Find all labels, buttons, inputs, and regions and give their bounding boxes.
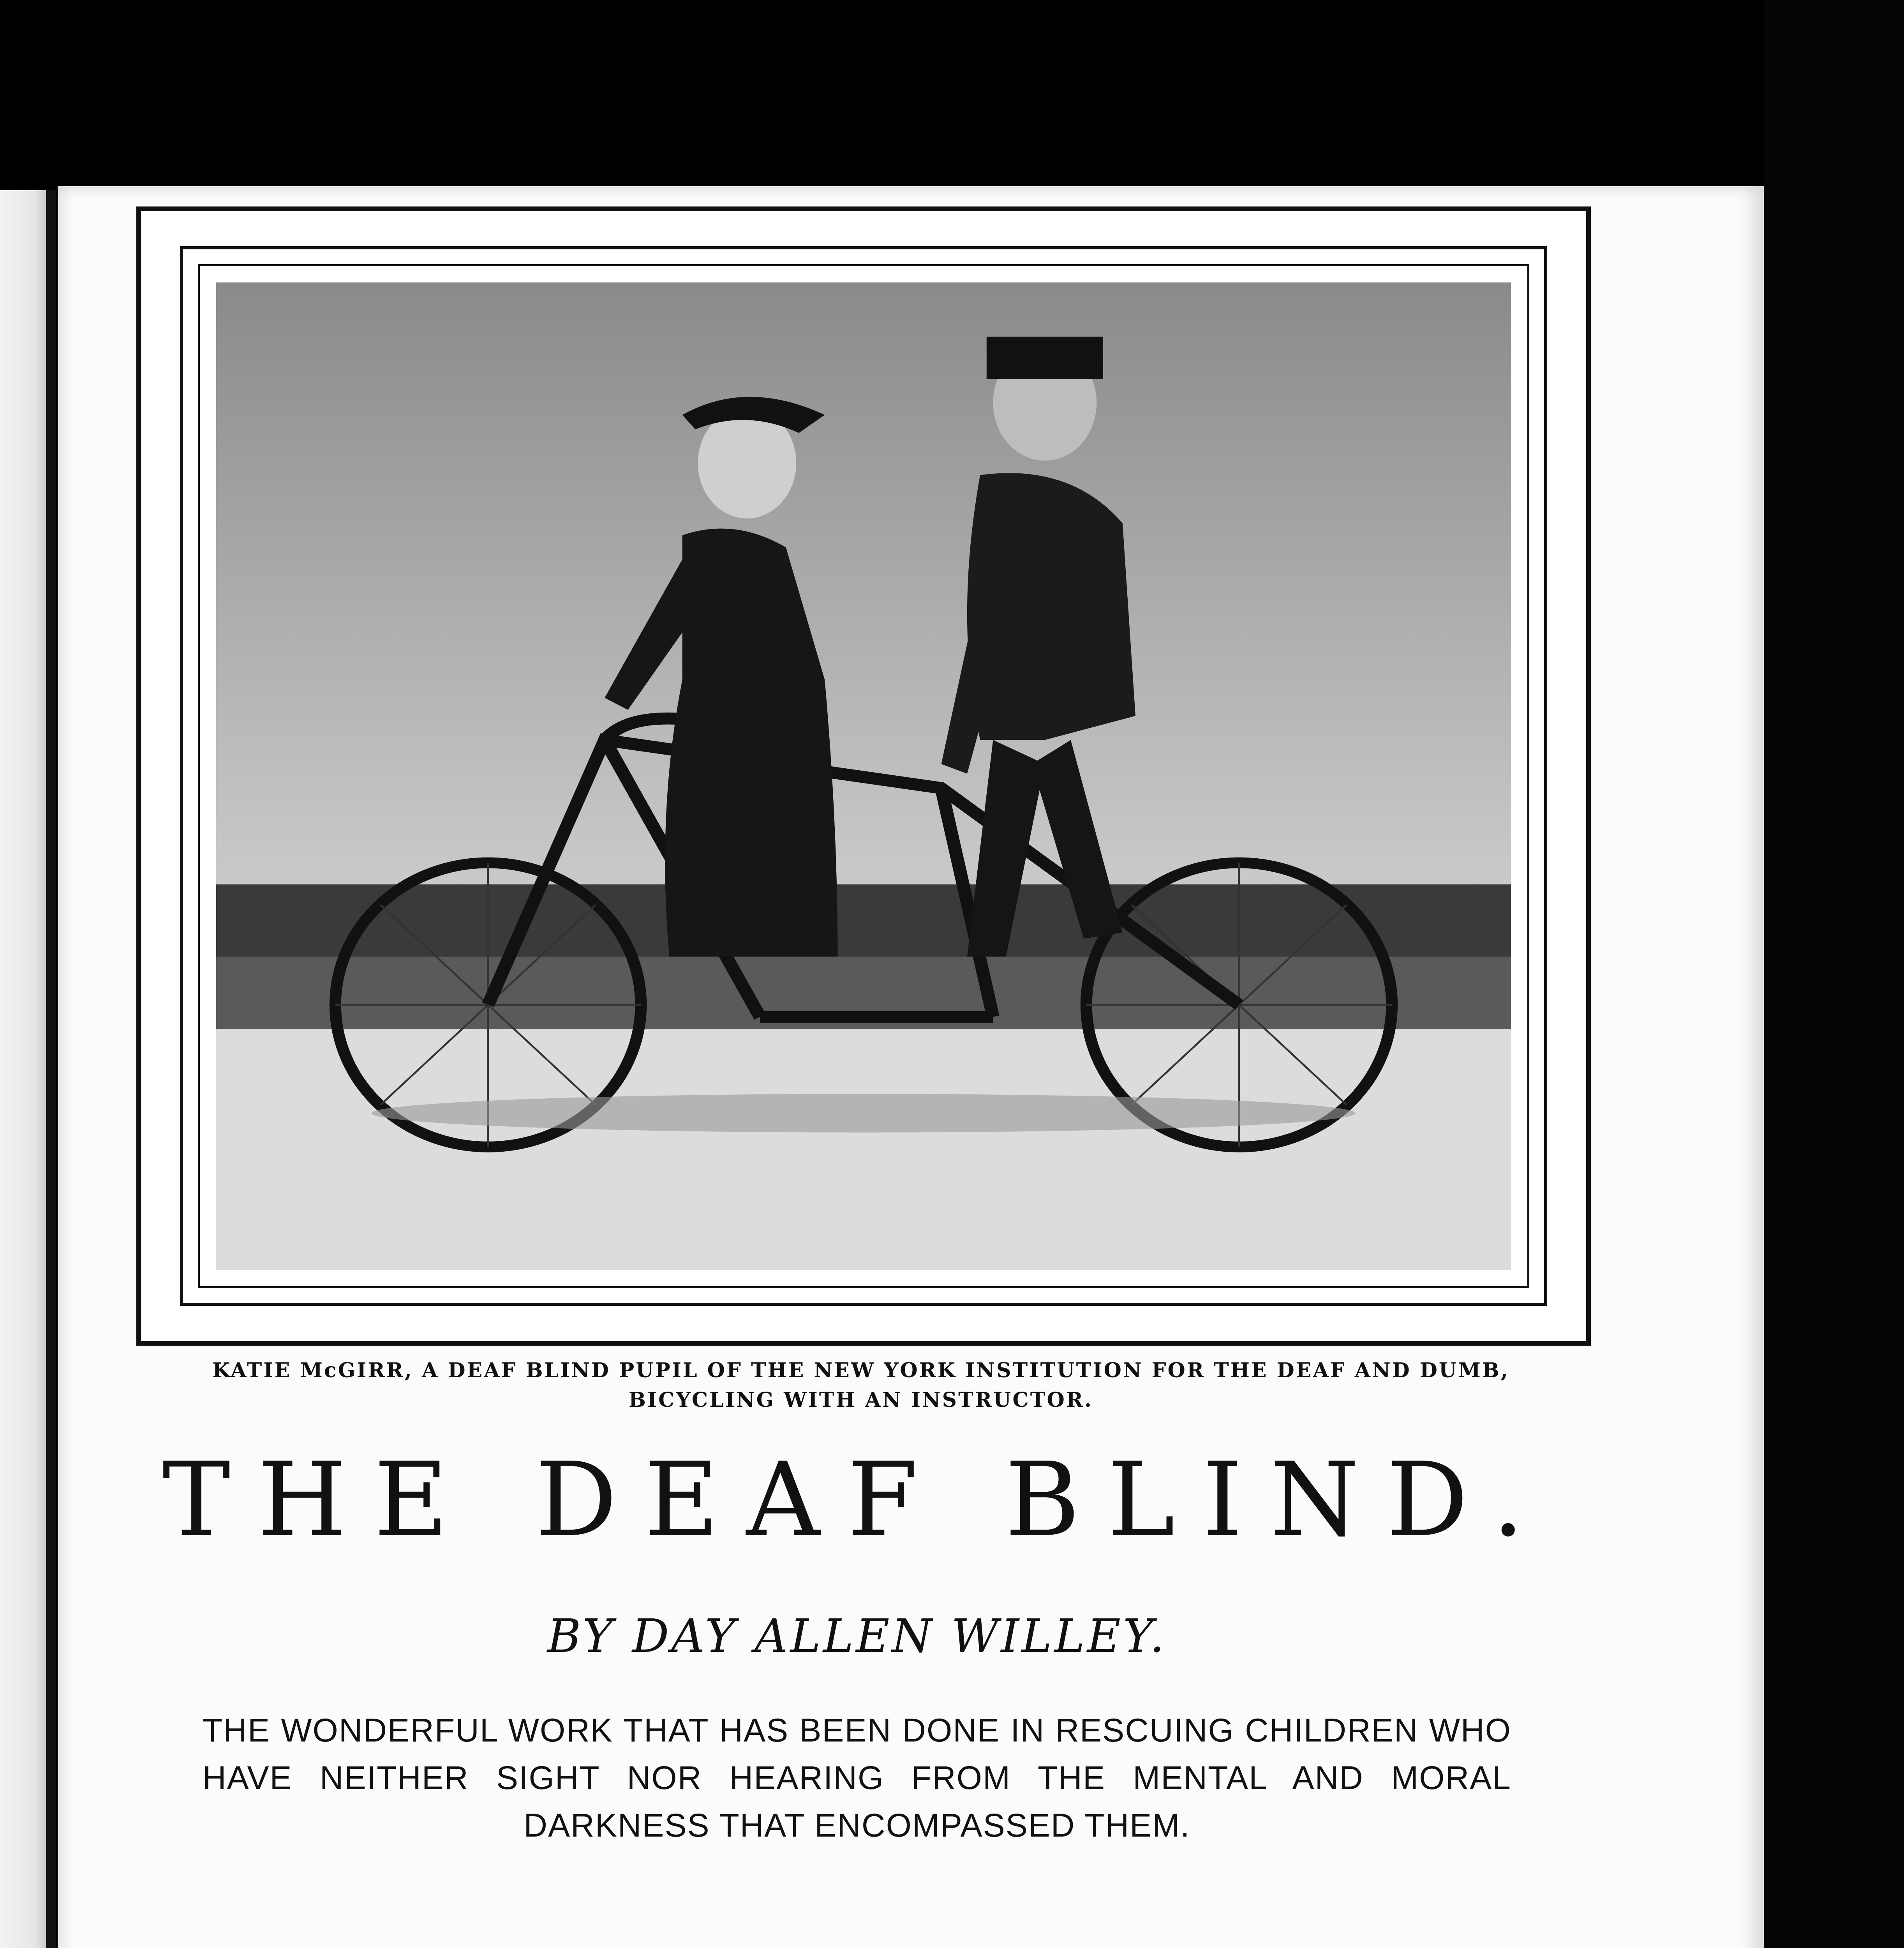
book-spine	[46, 190, 56, 1948]
photo-frame	[136, 206, 1591, 1346]
article-title: THE DEAF BLIND.	[162, 1440, 1552, 1559]
article-byline: BY DAY ALLEN WILLEY.	[547, 1609, 1167, 1663]
photo-caption	[156, 1356, 1566, 1415]
caption-line-1: KATIE McGIRR, A DEAF BLIND PUPIL OF THE NEW YORK INSTITUTION FOR THE DEAF AND DUMB,	[212, 1359, 1509, 1382]
tandem-bicycle-photo	[216, 282, 1511, 1270]
scan-background	[1764, 0, 1904, 1948]
adjacent-page-edge	[0, 190, 51, 1948]
photo-illustration	[216, 282, 1511, 1270]
article-subhead: THE WONDERFUL WORK THAT HAS BEEN DONE IN RESCUING CHILDREN WHO HAVE NEITHER SIGHT NOR HEARING FROM THE MENTAL AND MORAL DARKNESS THAT ENCOMPASSED THEM.	[203, 1712, 1511, 1844]
caption-line-2: BICYCLING WITH AN INSTRUCTOR.	[628, 1388, 1093, 1412]
